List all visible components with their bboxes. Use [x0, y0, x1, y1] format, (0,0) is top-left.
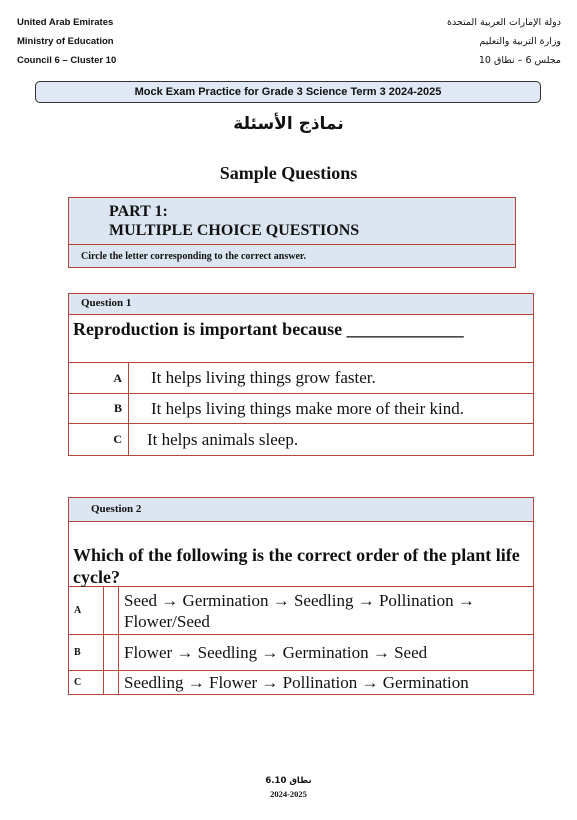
header-right: [447, 13, 561, 70]
question-1-stem: Reproduction is important because _____________: [73, 319, 464, 339]
option-spacer: [104, 671, 119, 694]
question-1-label: Question 1: [69, 294, 533, 315]
footer-cluster: نطاق 6.10: [265, 776, 312, 786]
footer-year: 2024-2025: [270, 789, 307, 799]
part-instruction: Circle the letter corresponding to the correct answer.: [81, 251, 306, 262]
option-text: Seed → Germination → Seedling → Pollination → Flower/Seed: [124, 590, 475, 631]
header-ministry: Ministry of Education: [17, 36, 114, 47]
option-spacer: [104, 587, 119, 634]
header-ministry-ar: وزارة التربية والتعليم: [479, 36, 561, 47]
option-row[interactable]: [69, 586, 533, 634]
option-row[interactable]: [69, 670, 533, 694]
header-council: Council 6 – Cluster 10: [17, 55, 117, 66]
header-left: [17, 13, 116, 70]
header-council-ar: مجلس 6 – نطاق 10: [478, 55, 561, 66]
option-text: It helps living things grow faster.: [151, 368, 376, 387]
option-text: It helps living things make more of their kind.: [151, 398, 465, 418]
part-heading: MULTIPLE CHOICE QUESTIONS: [109, 222, 360, 239]
option-row[interactable]: [69, 393, 533, 423]
exam-banner: Mock Exam Practice for Grade 3 Science Term 3 2024-2025: [35, 81, 541, 103]
option-text: It helps animals sleep.: [147, 429, 299, 449]
question-2-stem: Which of the following is the correct order of the plant life cycle?: [73, 545, 520, 587]
question-2: [68, 497, 534, 695]
question-1: [68, 293, 534, 456]
part-divider: [69, 244, 515, 245]
page-footer: [0, 775, 577, 801]
option-letter[interactable]: C: [69, 424, 129, 455]
option-letter[interactable]: B: [69, 635, 104, 670]
option-row[interactable]: [69, 362, 533, 393]
option-text: Flower → Seedling → Germination → Seed: [124, 642, 428, 662]
question-2-label: Question 2: [69, 498, 533, 522]
part-title: [109, 202, 359, 240]
option-row[interactable]: [69, 423, 533, 455]
option-letter[interactable]: B: [69, 394, 129, 423]
arabic-title: نماذج الأسئلة: [233, 114, 344, 134]
option-text: Seedling → Flower → Pollination → Germination: [124, 672, 469, 692]
part-1-box: [68, 197, 516, 268]
sample-questions-title: Sample Questions: [219, 163, 358, 183]
option-spacer: [104, 635, 119, 670]
option-letter[interactable]: A: [69, 363, 129, 393]
option-row[interactable]: [69, 634, 533, 670]
option-letter[interactable]: C: [69, 671, 104, 694]
option-letter[interactable]: A: [69, 587, 104, 634]
header-country-ar: دولة الإمارات العربية المتحدة: [446, 17, 561, 28]
part-number: PART 1:: [109, 203, 168, 220]
header-country: United Arab Emirates: [17, 17, 114, 28]
